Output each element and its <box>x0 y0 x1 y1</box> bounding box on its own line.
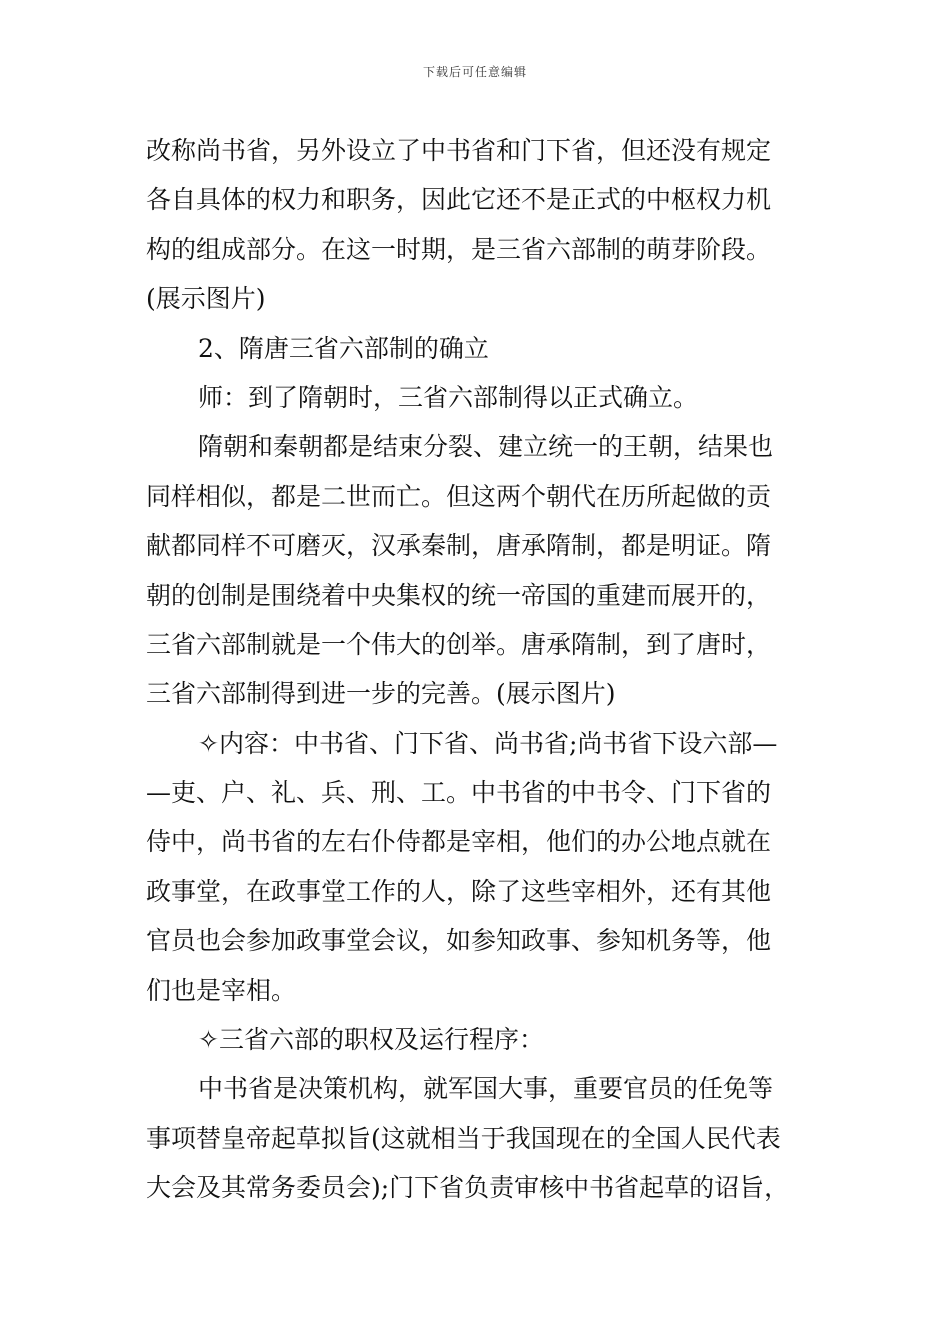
text-line: 们也是宰相。 <box>146 975 297 1005</box>
text-line: 侍中，尚书省的左右仆侍都是宰相，他们的办公地点就在 <box>146 827 772 857</box>
text-line: 各自具体的权力和职务，因此它还不是正式的中枢权力机 <box>146 185 772 215</box>
page-header-note: 下载后可任意编辑 <box>422 65 527 79</box>
text-line: 官员也会参加政事堂会议，如参知政事、参知机务等，他 <box>146 926 772 956</box>
bullet-line: ✧三省六部的职权及运行程序： <box>198 1025 544 1055</box>
bullet-line: ✧内容：中书省、门下省、尚书省;尚书省下设六部— <box>198 728 778 758</box>
text-line: 隋朝和秦朝都是结束分裂、建立统一的王朝，结果也 <box>198 432 774 462</box>
text-line: —吏、户、礼、兵、刑、工。中书省的中书令、门下省的 <box>146 778 772 808</box>
text-line: (展示图片) <box>146 284 266 314</box>
text-line: 朝的创制是围绕着中央集权的统一帝国的重建而展开的， <box>146 580 772 610</box>
text-line: 中书省是决策机构，就军国大事，重要官员的任免等 <box>198 1074 774 1104</box>
text-line: 政事堂，在政事堂工作的人，除了这些宰相外，还有其他 <box>146 876 772 906</box>
section-heading: 2、隋唐三省六部制的确立 <box>198 333 489 363</box>
text-line: 师：到了隋朝时，三省六部制得以正式确立。 <box>198 382 699 412</box>
text-line: 构的组成部分。在这一时期，是三省六部制的萌芽阶段。 <box>146 234 772 264</box>
text-line: 三省六部制得到进一步的完善。(展示图片) <box>146 679 616 709</box>
text-line: 三省六部制就是一个伟大的创举。唐承隋制，到了唐时， <box>146 629 772 659</box>
text-line: 大会及其常务委员会);门下省负责审核中书省起草的诏旨， <box>146 1173 790 1203</box>
text-line: 献都同样不可磨灭，汉承秦制，唐承隋制，都是明证。隋 <box>146 531 772 561</box>
text-line: 同样相似，都是二世而亡。但这两个朝代在历所起做的贡 <box>146 481 772 511</box>
text-line: 事项替皇帝起草拟旨(这就相当于我国现在的全国人民代表 <box>146 1123 781 1153</box>
text-line: 改称尚书省，另外设立了中书省和门下省，但还没有规定 <box>146 136 772 165</box>
document-body <box>146 126 816 1213</box>
